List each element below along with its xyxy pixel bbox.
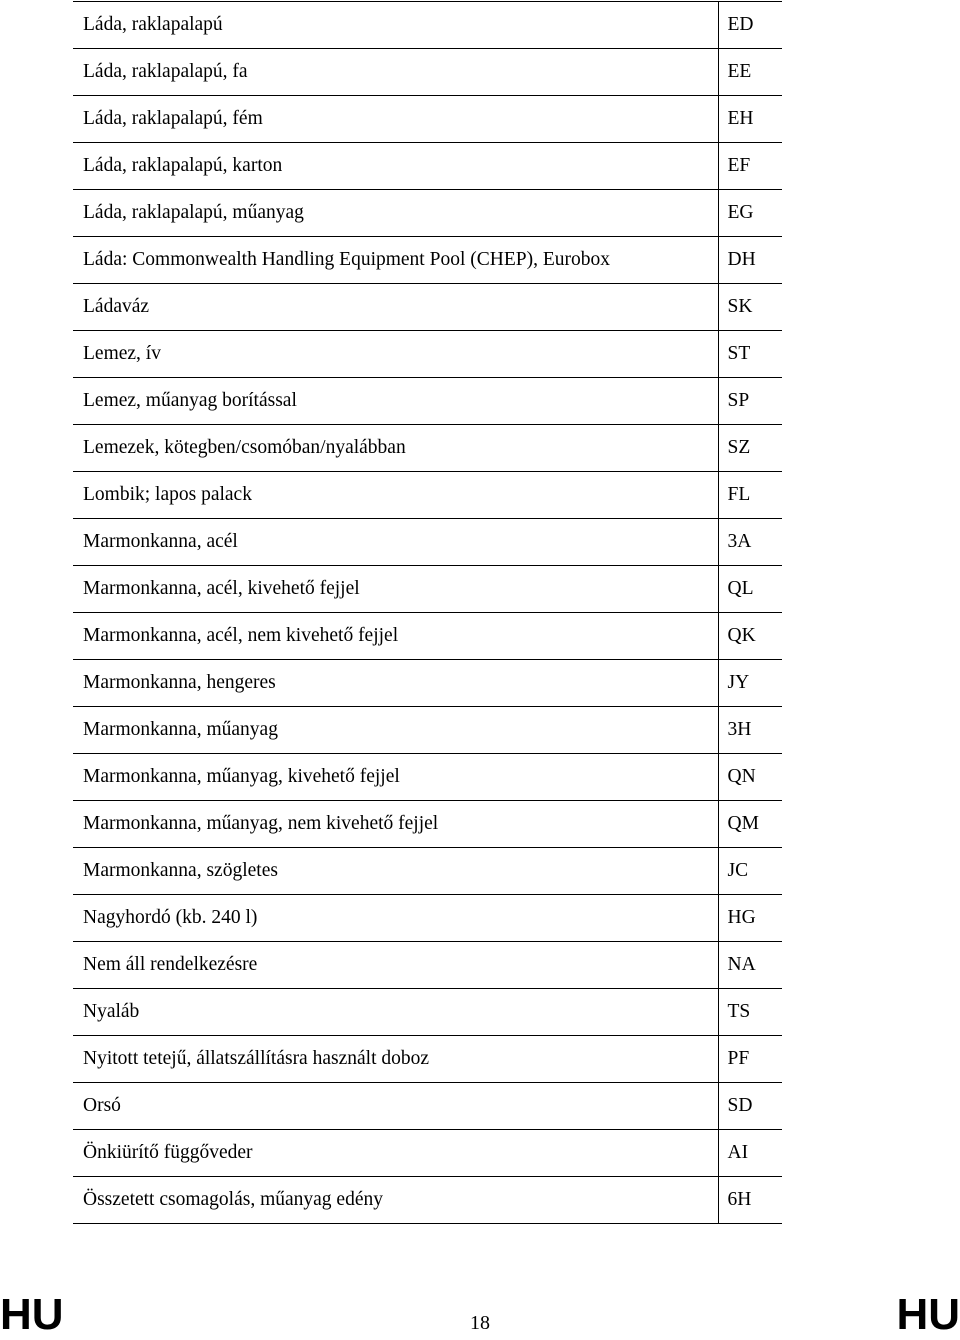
table-row (73, 237, 782, 284)
packaging-description-cell: Láda, raklapalapú, karton (73, 143, 718, 190)
table-row (73, 895, 782, 942)
table-row (73, 613, 782, 660)
table-row (73, 472, 782, 519)
packaging-description-cell: Nyitott tetejű, állatszállításra használt doboz (73, 1036, 718, 1083)
table-row (73, 707, 782, 754)
packaging-description-cell: Ládaváz (73, 284, 718, 331)
page-number: 18 (470, 1312, 490, 1334)
packaging-code-cell: NA (718, 942, 782, 989)
table-row (73, 378, 782, 425)
packaging-code-cell: SD (718, 1083, 782, 1130)
packaging-code-cell: ST (718, 331, 782, 378)
packaging-code-cell: AI (718, 1130, 782, 1177)
packaging-code-cell: PF (718, 1036, 782, 1083)
packaging-description-cell: Marmonkanna, hengeres (73, 660, 718, 707)
packaging-description-cell: Orsó (73, 1083, 718, 1130)
table-row (73, 190, 782, 237)
packaging-description-cell: Láda, raklapalapú, műanyag (73, 190, 718, 237)
table-row (73, 143, 782, 190)
table-row (73, 1083, 782, 1130)
table-row (73, 96, 782, 143)
table-row (73, 848, 782, 895)
packaging-description-cell: Lemez, műanyag borítással (73, 378, 718, 425)
table-row (73, 284, 782, 331)
footer-language-right: HU (896, 1290, 960, 1339)
packaging-code-cell: TS (718, 989, 782, 1036)
packaging-description-cell: Marmonkanna, acél (73, 519, 718, 566)
packaging-code-cell: 3A (718, 519, 782, 566)
packaging-description-cell: Marmonkanna, műanyag (73, 707, 718, 754)
table-row (73, 519, 782, 566)
packaging-code-cell: DH (718, 237, 782, 284)
table-row (73, 2, 782, 49)
table-row (73, 754, 782, 801)
table-row (73, 1036, 782, 1083)
packaging-code-cell: QK (718, 613, 782, 660)
packaging-description-cell: Lombik; lapos palack (73, 472, 718, 519)
packaging-code-cell: EE (718, 49, 782, 96)
packaging-code-cell: QN (718, 754, 782, 801)
packaging-code-cell: QL (718, 566, 782, 613)
packaging-description-cell: Marmonkanna, műanyag, kivehető fejjel (73, 754, 718, 801)
packaging-description-cell: Marmonkanna, acél, kivehető fejjel (73, 566, 718, 613)
packaging-code-cell: EH (718, 96, 782, 143)
packaging-description-cell: Lemez, ív (73, 331, 718, 378)
table-row (73, 989, 782, 1036)
packaging-code-cell: 6H (718, 1177, 782, 1224)
packaging-code-cell: FL (718, 472, 782, 519)
packaging-code-cell: ED (718, 2, 782, 49)
packaging-description-cell: Marmonkanna, szögletes (73, 848, 718, 895)
footer-language-left: HU (0, 1290, 64, 1339)
table-row (73, 49, 782, 96)
packaging-code-table-container (73, 1, 782, 1224)
packaging-description-cell: Láda, raklapalapú, fa (73, 49, 718, 96)
packaging-code-cell: JY (718, 660, 782, 707)
packaging-description-cell: Önkiürítő függőveder (73, 1130, 718, 1177)
packaging-code-cell: SK (718, 284, 782, 331)
packaging-description-cell: Nem áll rendelkezésre (73, 942, 718, 989)
packaging-description-cell: Összetett csomagolás, műanyag edény (73, 1177, 718, 1224)
packaging-code-cell: 3H (718, 707, 782, 754)
packaging-code-cell: JC (718, 848, 782, 895)
table-row (73, 331, 782, 378)
table-body (73, 2, 782, 1224)
packaging-description-cell: Láda: Commonwealth Handling Equipment Pool (CHEP), Eurobox (73, 237, 718, 284)
packaging-description-cell: Láda, raklapalapú, fém (73, 96, 718, 143)
table-row (73, 1177, 782, 1224)
packaging-description-cell: Marmonkanna, műanyag, nem kivehető fejjel (73, 801, 718, 848)
packaging-code-table (73, 1, 782, 1224)
packaging-description-cell: Lemezek, kötegben/csomóban/nyalábban (73, 425, 718, 472)
table-row (73, 660, 782, 707)
packaging-code-cell: SZ (718, 425, 782, 472)
packaging-code-cell: EG (718, 190, 782, 237)
packaging-code-cell: HG (718, 895, 782, 942)
packaging-description-cell: Láda, raklapalapú (73, 2, 718, 49)
table-row (73, 1130, 782, 1177)
packaging-description-cell: Marmonkanna, acél, nem kivehető fejjel (73, 613, 718, 660)
packaging-code-cell: QM (718, 801, 782, 848)
table-row (73, 425, 782, 472)
packaging-description-cell: Nyaláb (73, 989, 718, 1036)
table-row (73, 566, 782, 613)
packaging-code-cell: EF (718, 143, 782, 190)
table-row (73, 801, 782, 848)
table-row (73, 942, 782, 989)
packaging-code-cell: SP (718, 378, 782, 425)
packaging-description-cell: Nagyhordó (kb. 240 l) (73, 895, 718, 942)
